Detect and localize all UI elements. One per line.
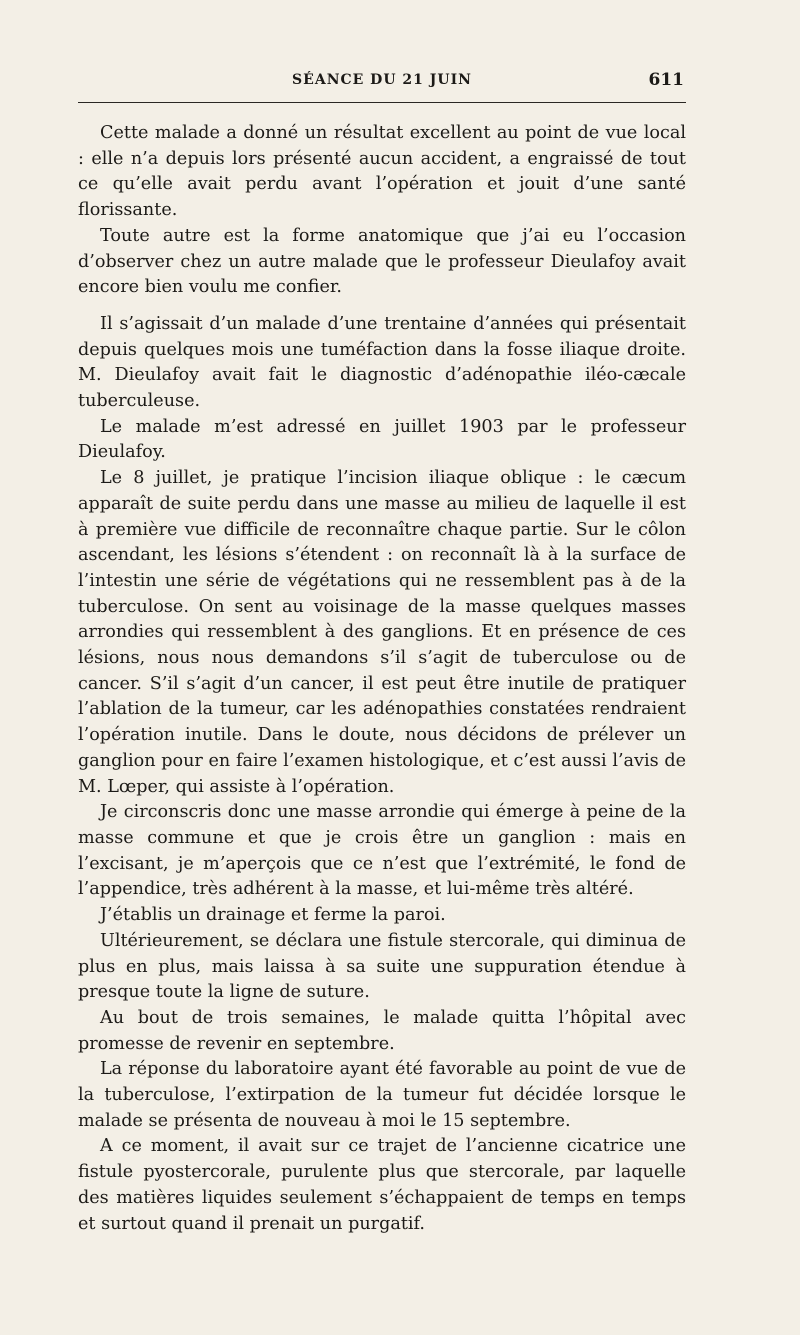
paragraph: A ce moment, il avait sur ce trajet de l’ancienne cicatrice une fistule pyostercorale, purulente plus que stercorale, par laquelle des matières liquides seulement s’échappaient de temps en temps et surtout quand il prenait un purgatif.: [78, 1136, 686, 1234]
paragraph: Toute autre est la forme anatomique que j’ai eu l’occasion d’observer chez un autre malade que le professeur Dieulafoy avait encore bien voulu me confier.: [78, 225, 686, 298]
paragraph: Le 8 juillet, je pratique l’incision iliaque oblique : le cæcum apparaît de suite perdu dans une masse au milieu de laquelle il est à première vue difficile de reconnaître chaque partie. Sur le côlon ascendant, les lésions s’étendent : on reconnaît là à la surface de l’intestin une série de végétations qui ne ressemblent pas à de la tuberculose. On sent au voisinage de la masse quelques masses arrondies qui ressemblent à des ganglions. Et en présence de ces lésions, nous nous demandons s’il s’agit de tuberculose ou de cancer. S’il s’agit d’un cancer, il est peut être inutile de pratiquer l’ablation de la tumeur, car les adénopathies constatées rendraient l’opération inutile. Dans le doute, nous décidons de prélever un ganglion pour en faire l’examen histologique, et c’est aussi l’avis de M. Lœper, qui assiste à l’opération.: [78, 468, 686, 797]
paragraph: Ultérieurement, se déclara une fistule stercorale, qui diminua de plus en plus, mais laissa à sa suite une suppuration étendue à presque toute la ligne de suture.: [78, 930, 686, 1003]
running-title: SÉANCE DU 21 JUIN: [292, 72, 472, 88]
paragraph: Je circonscris donc une masse arrondie qui émerge à peine de la masse commune et que je crois être un ganglion : mais en l’excisant, je m’aperçois que ce n’est que l’extrémité, le fond de l’appendice, très adhérent à la masse, et lui-même très altéré.: [78, 802, 686, 900]
page-number: 611: [648, 70, 684, 90]
header-rule: [78, 102, 686, 103]
paragraph: Au bout de trois semaines, le malade quitta l’hôpital avec promesse de revenir en septembre.: [78, 1007, 686, 1054]
body-text: [78, 121, 686, 1237]
paragraph: Il s’agissait d’un malade d’une trentaine d’années qui présentait depuis quelques mois une tuméfaction dans la fosse iliaque droite. M. Dieulafoy avait fait le diagnostic d’adénopathie iléo-cæcale tuberculeuse.: [78, 313, 686, 412]
paragraph: Le malade m’est adressé en juillet 1903 par le professeur Dieulafoy.: [78, 416, 686, 463]
paragraph: J’établis un drainage et ferme la paroi.: [100, 905, 446, 926]
paragraph: La réponse du laboratoire ayant été favorable au point de vue de la tuberculose, l’extirpation de la tumeur fut décidée lorsque le malade se présenta de nouveau à moi le 15 septembre.: [78, 1059, 686, 1131]
running-head: [78, 62, 686, 92]
paragraph: Cette malade a donné un résultat excellent au point de vue local : elle n’a depuis lors présenté aucun accident, a engraissé de tout ce qu’elle avait perdu avant l’opération et jouit d’une santé florissante.: [78, 123, 686, 221]
